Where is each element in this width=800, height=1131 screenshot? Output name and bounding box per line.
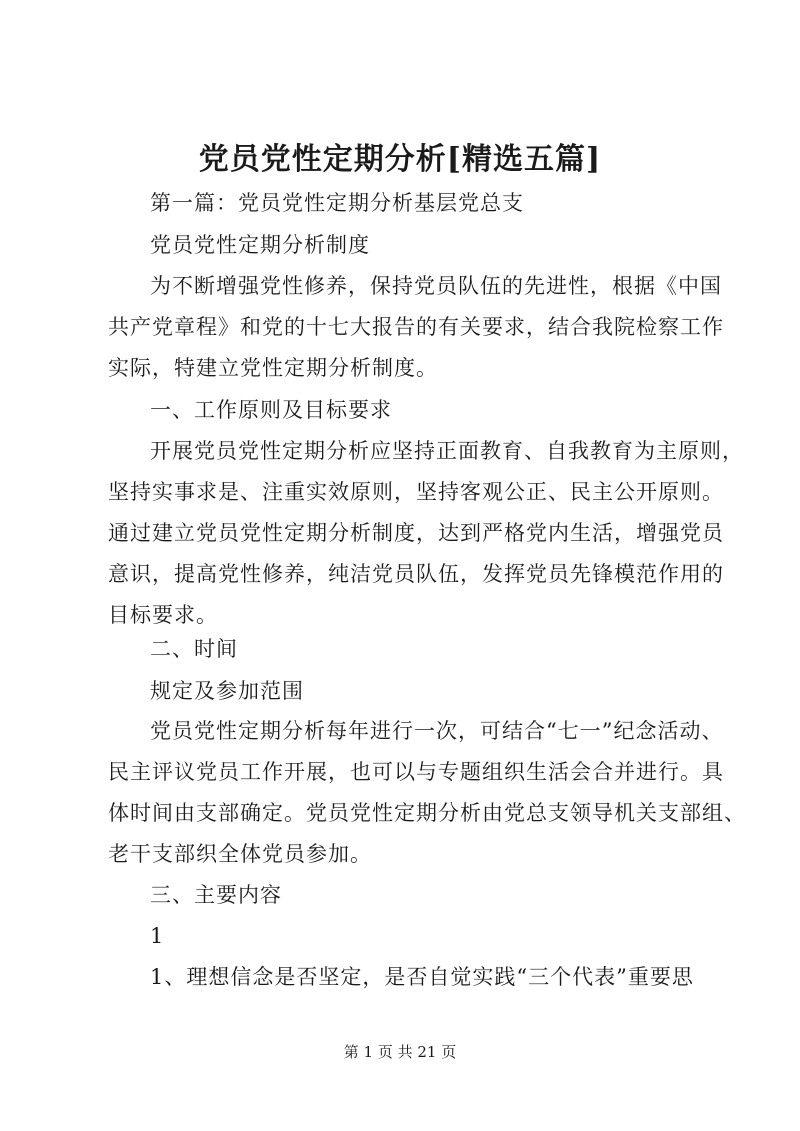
paragraph-line: 二、时间 bbox=[150, 637, 238, 661]
paragraph-line: 1 bbox=[150, 924, 165, 948]
paragraph-line: 老干支部织全体党员参加。 bbox=[108, 842, 372, 866]
paragraph-line: 体时间由支部确定。党员党性定期分析由党总支领导机关支部组、 bbox=[108, 801, 746, 825]
paragraph-line: 第一篇：党员党性定期分析基层党总支 bbox=[150, 191, 524, 215]
paragraph-line: 意识，提高党性修养，纯洁党员队伍，发挥党员先锋模范作用的 bbox=[108, 562, 724, 586]
paragraph-line: 开展党员党性定期分析应坚持正面教育、自我教育为主原则， bbox=[150, 439, 744, 463]
page-footer: 第 1 页 共 21 页 bbox=[343, 1043, 457, 1061]
paragraph-line: 一、工作原则及目标要求 bbox=[150, 398, 392, 422]
paragraph-line: 规定及参加范围 bbox=[150, 679, 304, 703]
paragraph-line: 坚持实事求是、注重实效原则，坚持客观公正、民主公开原则。 bbox=[108, 480, 724, 504]
paragraph-line: 为不断增强党性修养，保持党员队伍的先进性，根据《中国 bbox=[150, 274, 722, 298]
paragraph-line: 目标要求。 bbox=[108, 603, 218, 627]
paragraph-line: 党员党性定期分析每年进行一次，可结合“七一”纪念活动、 bbox=[150, 719, 724, 743]
paragraph-line: 三、主要内容 bbox=[150, 883, 282, 907]
paragraph-line: 民主评议党员工作开展，也可以与专题组织生活会合并进行。具 bbox=[108, 760, 724, 784]
paragraph-line: 通过建立党员党性定期分析制度，达到严格党内生活，增强党员 bbox=[108, 521, 724, 545]
paragraph-line: 共产党章程》和党的十七大报告的有关要求，结合我院检察工作 bbox=[108, 315, 724, 339]
paragraph-line: 党员党性定期分析制度 bbox=[150, 233, 370, 257]
document-title: 党员党性定期分析[精选五篇] bbox=[198, 142, 602, 177]
paragraph-line: 1、理想信念是否坚定，是否自觉实践“三个代表”重要思 bbox=[150, 965, 694, 989]
paragraph-line: 实际，特建立党性定期分析制度。 bbox=[108, 356, 438, 380]
